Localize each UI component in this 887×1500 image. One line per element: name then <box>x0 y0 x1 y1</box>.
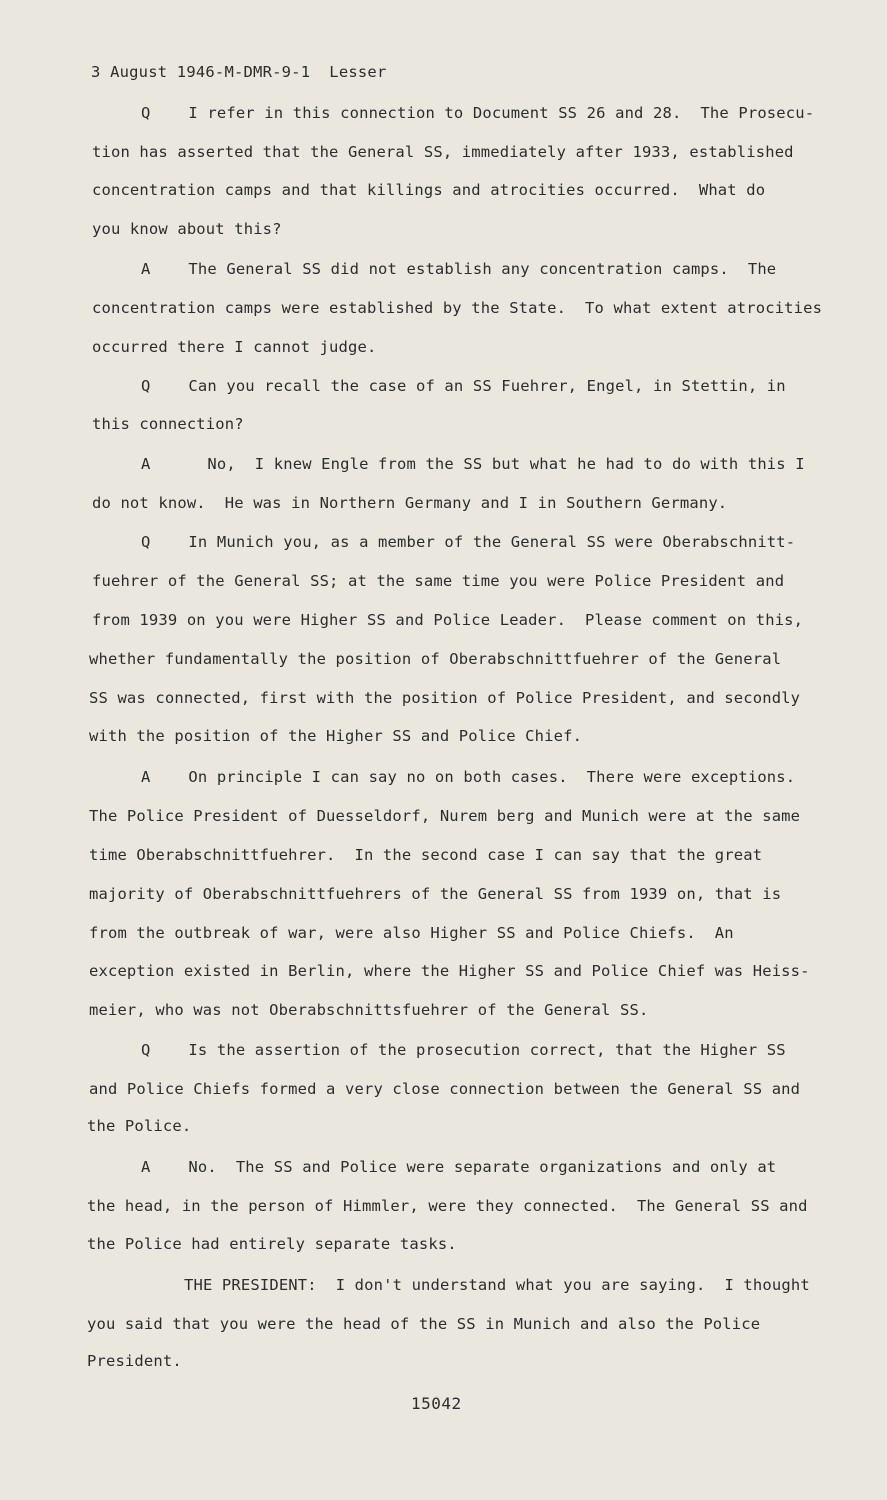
transcript-line: you know about this? <box>92 220 282 238</box>
transcript-line: A No, I knew Engle from the SS but what he had to do with this I <box>141 455 805 473</box>
transcript-line: THE PRESIDENT: I don't understand what you are saying. I thought <box>184 1276 810 1294</box>
transcript-line: fuehrer of the General SS; at the same time you were Police President and <box>92 572 785 590</box>
transcript-line: whether fundamentally the position of Oberabschnittfuehrer of the General <box>89 650 782 668</box>
transcript-line: do not know. He was in Northern Germany and I in Southern Germany. <box>92 494 728 512</box>
transcript-line: concentration camps were established by the State. To what extent atrocities <box>92 299 823 317</box>
transcript-line: Q In Munich you, as a member of the General SS were Oberabschnitt- <box>141 533 796 551</box>
transcript-line: and Police Chiefs formed a very close connection between the General SS and <box>89 1080 801 1098</box>
transcript-line: tion has asserted that the General SS, immediately after 1933, established <box>92 143 794 161</box>
transcript-line: this connection? <box>92 415 244 433</box>
transcript-line: Q Is the assertion of the prosecution correct, that the Higher SS <box>141 1041 786 1059</box>
transcript-line: President. <box>87 1352 182 1370</box>
transcript-line: with the position of the Higher SS and Police Chief. <box>89 727 583 745</box>
transcript-line: time Oberabschnittfuehrer. In the second case I can say that the great <box>89 846 763 864</box>
transcript-line: from the outbreak of war, were also Higher SS and Police Chiefs. An <box>89 924 734 942</box>
transcript-line: A The General SS did not establish any concentration camps. The <box>141 260 777 278</box>
transcript-line: Q Can you recall the case of an SS Fuehrer, Engel, in Stettin, in <box>141 377 786 395</box>
document-header: 3 August 1946-M-DMR-9-1 Lesser <box>91 63 387 81</box>
transcript-line: Q I refer in this connection to Document SS 26 and 28. The Prosecu- <box>141 104 815 122</box>
transcript-line: A On principle I can say no on both cases. There were exceptions. <box>141 768 796 786</box>
transcript-line: from 1939 on you were Higher SS and Police Leader. Please comment on this, <box>92 611 804 629</box>
transcript-line: A No. The SS and Police were separate organizations and only at <box>141 1158 777 1176</box>
transcript-line: the Police had entirely separate tasks. <box>87 1235 457 1253</box>
transcript-line: the head, in the person of Himmler, were they connected. The General SS and <box>87 1197 808 1215</box>
transcript-line: majority of Oberabschnittfuehrers of the General SS from 1939 on, that is <box>89 885 782 903</box>
transcript-line: concentration camps and that killings and atrocities occurred. What do <box>92 181 766 199</box>
transcript-line: SS was connected, first with the position of Police President, and secondly <box>89 689 801 707</box>
transcript-line: The Police President of Duesseldorf, Nurem berg and Munich were at the same <box>89 807 801 825</box>
transcript-line: you said that you were the head of the SS in Munich and also the Police <box>87 1315 761 1333</box>
page-number: 15042 <box>411 1394 462 1413</box>
transcript-line: occurred there I cannot judge. <box>92 338 377 356</box>
transcript-line: the Police. <box>87 1117 192 1135</box>
transcript-line: meier, who was not Oberabschnittsfuehrer of the General SS. <box>89 1001 649 1019</box>
transcript-line: exception existed in Berlin, where the Higher SS and Police Chief was Heiss- <box>89 962 810 980</box>
